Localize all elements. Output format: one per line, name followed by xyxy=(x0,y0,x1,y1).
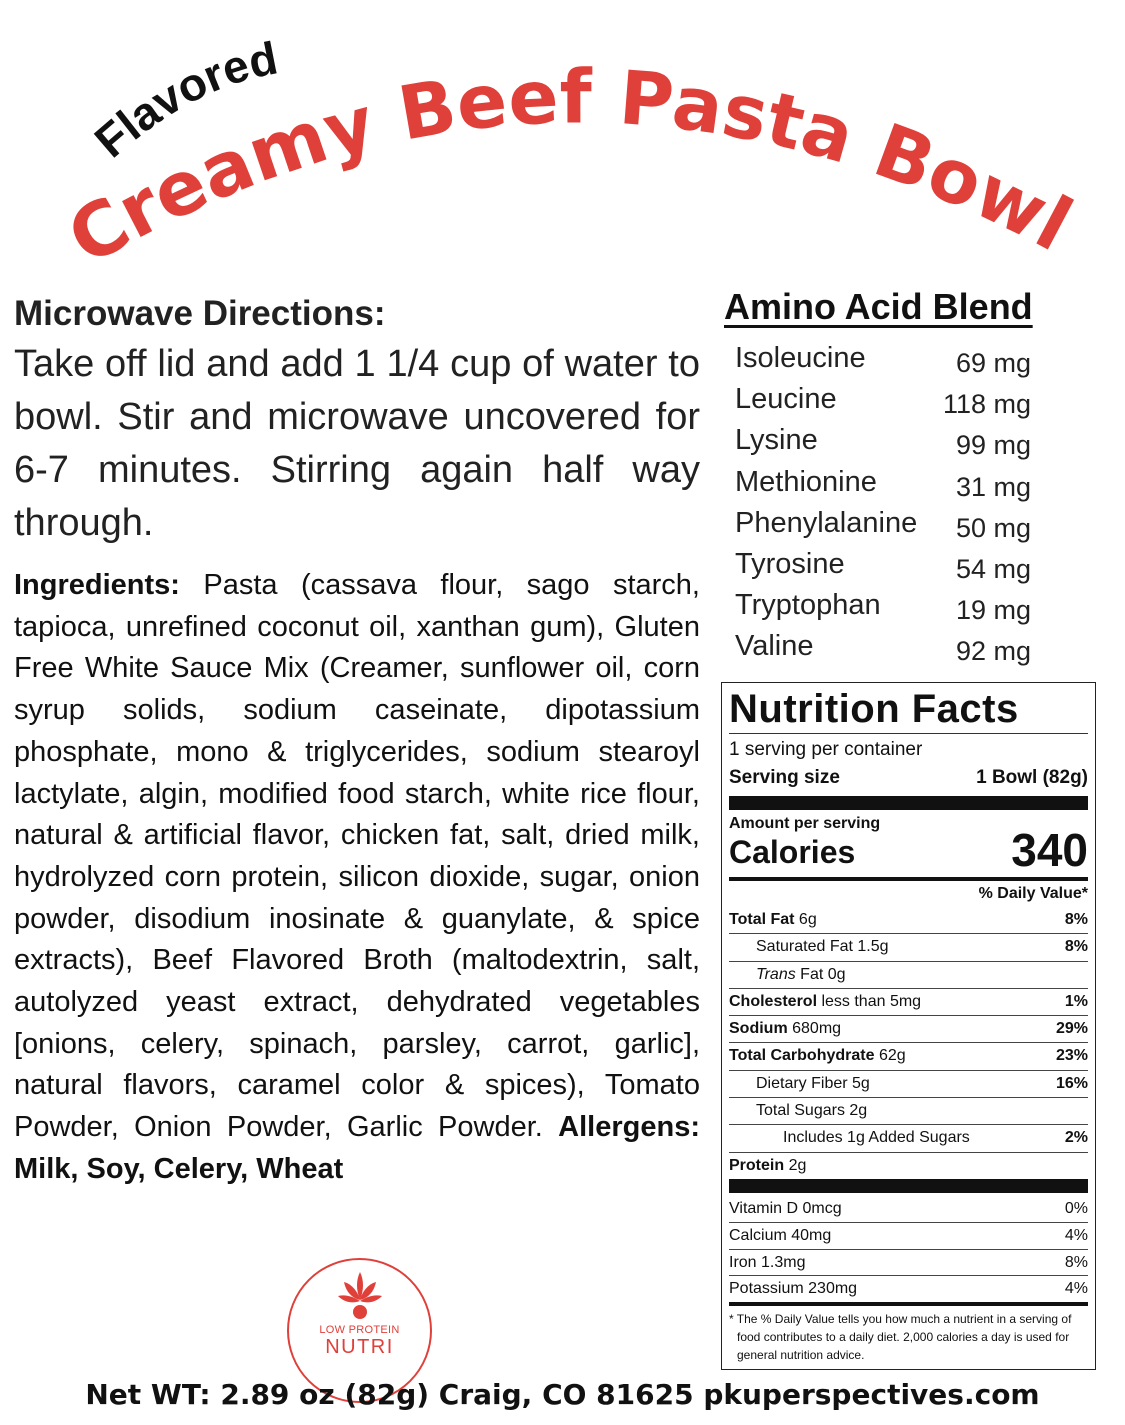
leaf-icon xyxy=(334,1268,386,1322)
nutrient-amount: Dietary Fiber 5g xyxy=(756,1074,870,1092)
vitamin-percent: 8% xyxy=(1064,1253,1088,1271)
amino-name: Valine xyxy=(735,630,814,663)
nutrient-name: Total Fat xyxy=(729,911,795,928)
directions-heading: Microwave Directions: xyxy=(14,294,386,333)
amino-row xyxy=(735,630,1035,671)
nutrition-title: Nutrition Facts xyxy=(729,687,1019,731)
nutrient-name: Protein xyxy=(729,1156,785,1174)
nutrient-percent: 23% xyxy=(1055,1047,1088,1065)
vitamin-name: Calcium 40mg xyxy=(729,1226,832,1244)
calories-value: 340 xyxy=(1011,824,1088,876)
nutrient-row xyxy=(729,961,1088,988)
allergens-text: Allergens: Milk, Soy, Celery, Wheat xyxy=(14,1111,700,1185)
vitamin-name: Potassium 230mg xyxy=(729,1280,858,1298)
calories-label: Calories xyxy=(729,834,856,870)
amount-per-serving: Amount per serving xyxy=(729,815,881,832)
amino-row xyxy=(735,548,1035,589)
nutrient-amount: 680mg xyxy=(787,1020,842,1038)
amino-value: 50 mg xyxy=(955,512,1031,543)
nutrient-row xyxy=(729,1070,1088,1097)
nutrient-row xyxy=(729,933,1088,960)
serving-size-value: 1 Bowl (82g) xyxy=(976,767,1088,788)
nutrient-amount: Fat 0g xyxy=(800,965,846,983)
nutrient-row xyxy=(729,1097,1088,1124)
amino-value: 118 mg xyxy=(942,389,1031,420)
serving-size xyxy=(729,764,1088,792)
daily-value-header: % Daily Value* xyxy=(978,885,1088,902)
nutrient-amount: Saturated Fat 1.5g xyxy=(756,938,889,956)
nutrient-label xyxy=(729,1153,806,1179)
product-title xyxy=(0,0,1125,290)
amino-row xyxy=(735,383,1035,424)
amino-value: 92 mg xyxy=(955,636,1031,667)
vitamin-percent: 0% xyxy=(1064,1199,1088,1217)
amino-name: Tryptophan xyxy=(735,589,881,622)
nutrition-facts-panel xyxy=(721,682,1096,1370)
net-weight-footer: Net WT: 2.89 oz (82g) Craig, CO 81625 pkuperspectives.com xyxy=(85,1378,1040,1411)
calories-row xyxy=(729,824,1088,876)
nutrient-name: Sodium xyxy=(729,1020,788,1038)
servings-per-container: 1 serving per container xyxy=(729,739,923,760)
amino-name: Phenylalanine xyxy=(735,506,918,539)
amino-name: Isoleucine xyxy=(735,342,866,374)
directions-text: Take off lid and add 1 1/4 cup of water to bowl. Stir and microwave uncovered for 6-7 minutes. Stirring again half way through. xyxy=(14,343,700,544)
vitamin-name: Iron 1.3mg xyxy=(729,1253,806,1271)
nutrient-row xyxy=(729,1124,1088,1151)
vitamin-row xyxy=(729,1196,1088,1222)
vitamin-row xyxy=(729,1275,1088,1302)
nutrient-row xyxy=(729,1015,1088,1042)
amino-row xyxy=(735,424,1035,465)
nutrient-name: Cholesterol xyxy=(729,992,818,1010)
serving-size-label: Serving size xyxy=(729,767,840,788)
nutrient-percent: 2% xyxy=(1064,1129,1088,1147)
amino-value: 19 mg xyxy=(955,595,1031,626)
amino-list xyxy=(735,342,1035,672)
amino-name: Lysine xyxy=(735,424,818,457)
nutrient-amount: 62g xyxy=(874,1047,906,1065)
nutrient-label xyxy=(729,1071,870,1097)
nutrient-percent: 1% xyxy=(1064,992,1088,1010)
amino-value: 31 mg xyxy=(955,471,1031,502)
nutrient-amount: Includes 1g Added Sugars xyxy=(783,1129,970,1147)
nutrient-amount: 6g xyxy=(794,911,817,928)
nutrient-row xyxy=(729,1042,1088,1069)
nutrient-name: Total Carbohydrate xyxy=(729,1047,875,1065)
nutrient-amount: less than 5mg xyxy=(817,992,922,1010)
nutrient-amount: 2g xyxy=(784,1156,807,1174)
nutrient-row xyxy=(729,1152,1088,1179)
amino-row xyxy=(735,466,1035,507)
nutrient-label xyxy=(729,1125,970,1151)
nutrient-row xyxy=(729,988,1088,1015)
title-main: Creamy Beef Pasta Bowl xyxy=(54,54,1086,283)
ingredients-text: Pasta (cassava flour, sago starch, tapioca, unrefined coconut oil, xanthan gum), Gluten Free White Sauce Mix (Creamer, sunflower oil, corn syrup solids, sodium caseinate, dipotassium phosphate, mono & triglycerides, sodium stearoyl lactylate, algin, modified food starch, white rice flour, natural & artificial flavor, chicken fat, salt, dried milk, hydrolyzed corn protein, silicon dioxide, sugar, onion powder, disodium inosinate & guanylate, & spice extracts), Beef Flavored Broth (maltodextrin, salt, autolyzed yeast extract, dehydrated vegetables [onions, celery, spinach, parsley, carrot, garlic], natural flavors, caramel color & spices), Tomato Powder, Onion Powder, Garlic Powder. xyxy=(14,569,700,1144)
vitamin-row xyxy=(729,1249,1088,1276)
title-prefix: Flavored xyxy=(84,31,282,168)
nutrient-amount: Total Sugars 2g xyxy=(756,1102,868,1120)
nutrient-label xyxy=(729,962,846,988)
nutrient-percent: 29% xyxy=(1055,1020,1088,1038)
amino-value: 99 mg xyxy=(955,430,1031,461)
vitamin-rows xyxy=(729,1196,1088,1302)
amino-name: Leucine xyxy=(735,383,837,416)
nutrient-label xyxy=(729,907,817,933)
vitamin-percent: 4% xyxy=(1064,1226,1088,1244)
amino-row xyxy=(735,342,1035,383)
amino-name: Tyrosine xyxy=(735,547,845,580)
daily-value-footnote: * The % Daily Value tells you how much a nutrient in a serving of food contributes to a daily diet. 2,000 calories a day is used for general nutrition advice. xyxy=(729,1312,1072,1363)
nutrient-label xyxy=(729,1098,867,1124)
nutrient-label xyxy=(729,1016,841,1042)
nutrient-label xyxy=(729,989,921,1015)
vitamin-name: Vitamin D 0mcg xyxy=(729,1199,842,1217)
amino-value: 69 mg xyxy=(955,348,1031,378)
nutrient-label xyxy=(729,934,889,960)
nutrient-italic: Trans xyxy=(756,965,796,983)
ingredients-label: Ingredients: xyxy=(14,569,180,601)
amino-name: Methionine xyxy=(735,465,877,498)
nutrient-percent: 8% xyxy=(1064,911,1088,928)
amino-value: 54 mg xyxy=(955,553,1031,584)
nutrient-percent: 8% xyxy=(1064,938,1088,956)
amino-row xyxy=(735,507,1035,548)
vitamin-percent: 4% xyxy=(1064,1280,1088,1298)
nutrient-label xyxy=(729,1043,906,1069)
nutrient-percent: 16% xyxy=(1055,1074,1088,1092)
nutrient-row xyxy=(729,907,1088,933)
logo-line2: NUTRI xyxy=(325,1336,394,1358)
ingredients-block xyxy=(14,565,700,1191)
vitamin-row xyxy=(729,1222,1088,1249)
amino-heading: Amino Acid Blend xyxy=(724,286,1033,327)
logo-line1: LOW PROTEIN xyxy=(319,1324,400,1336)
nutrient-rows xyxy=(729,907,1088,1179)
amino-row xyxy=(735,589,1035,630)
